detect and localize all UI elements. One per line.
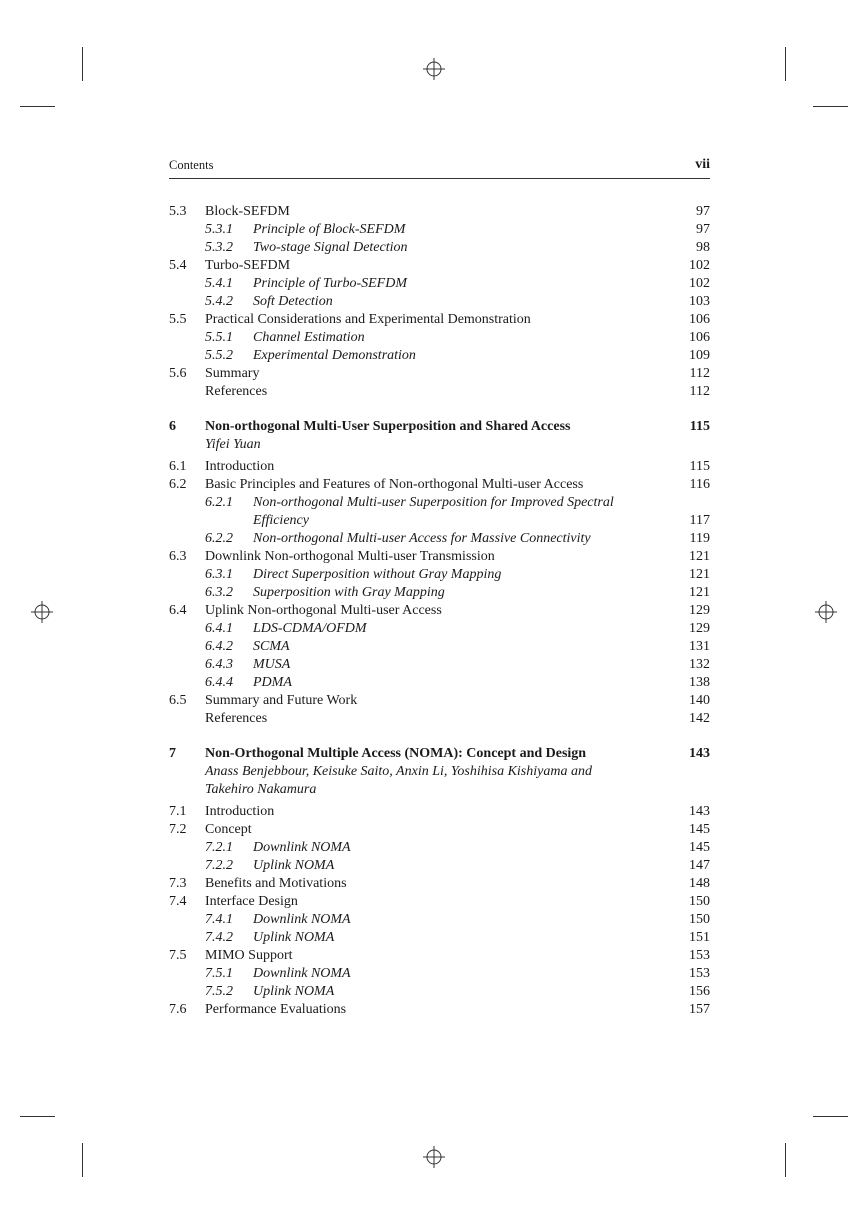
- toc-entry-title: Concept: [205, 822, 252, 837]
- toc-entry-title: Principle of Turbo-SEFDM: [253, 276, 407, 291]
- toc-entry-number: 6.4.1: [205, 621, 233, 636]
- toc-entry-page-number: 153: [689, 948, 710, 963]
- crop-mark-bottom-left-horizontal: [20, 1116, 55, 1117]
- toc-entry-number: 5.6: [169, 366, 187, 381]
- toc-entry-title: Principle of Block-SEFDM: [253, 222, 406, 237]
- toc-entry-title: References: [205, 384, 268, 399]
- toc-entry-title: References: [205, 711, 268, 726]
- toc-subsection-entry[interactable]: [169, 530, 710, 548]
- chapter-authors: Yifei Yuan: [205, 437, 261, 452]
- table-of-contents: [169, 203, 710, 1019]
- toc-subsection-entry[interactable]: [169, 221, 710, 239]
- registration-mark-icon: [815, 601, 837, 623]
- toc-subsection-entry[interactable]: [169, 857, 710, 875]
- toc-entry-title: Turbo-SEFDM: [205, 258, 291, 273]
- toc-subsection-entry[interactable]: [169, 293, 710, 311]
- toc-section-entry[interactable]: [169, 692, 710, 710]
- toc-subsection-entry[interactable]: [169, 656, 710, 674]
- toc-entry-number: 6.2: [169, 477, 187, 492]
- toc-subsection-entry[interactable]: [169, 674, 710, 692]
- toc-entry-page-number: 131: [689, 639, 710, 654]
- toc-entry-number: 7.2.1: [205, 840, 233, 855]
- toc-section-entry[interactable]: [169, 710, 710, 728]
- toc-entry-number: 6.4.3: [205, 657, 233, 672]
- toc-entry-title: Introduction: [205, 459, 275, 474]
- toc-entry-page-number: 140: [689, 693, 710, 708]
- toc-entry-number: 6.3.2: [205, 585, 233, 600]
- toc-entry-number: 6.4: [169, 603, 187, 618]
- toc-entry-title: Superposition with Gray Mapping: [253, 585, 445, 600]
- toc-section-entry[interactable]: [169, 365, 710, 383]
- toc-entry-number: 5.4: [169, 258, 187, 273]
- toc-subsection-entry[interactable]: [169, 983, 710, 1001]
- toc-subsection-entry[interactable]: [169, 965, 710, 983]
- toc-entry-number: 7.2: [169, 822, 187, 837]
- toc-entry-number: 5.3.1: [205, 222, 233, 237]
- toc-entry-number: 7.4.2: [205, 930, 233, 945]
- toc-entry-page-number: 129: [689, 621, 710, 636]
- crop-mark-top-left-horizontal: [20, 106, 55, 107]
- toc-entry-page-number: 132: [689, 657, 710, 672]
- toc-entry-title: MIMO Support: [205, 948, 293, 963]
- toc-section-entry[interactable]: [169, 311, 710, 329]
- toc-section-entry[interactable]: [169, 203, 710, 221]
- crop-mark-top-right-horizontal: [813, 106, 848, 107]
- toc-entry-page-number: 109: [689, 348, 710, 363]
- toc-entry-title: Uplink NOMA: [253, 858, 335, 873]
- toc-entry-page-number: 148: [689, 876, 710, 891]
- toc-entry-page-number: 150: [689, 912, 710, 927]
- toc-entry-number: 7.2.2: [205, 858, 233, 873]
- toc-subsection-entry[interactable]: [169, 239, 710, 257]
- toc-entry-title: Benefits and Motivations: [205, 876, 347, 891]
- crop-mark-top-right-vertical: [785, 47, 786, 81]
- toc-entry-title: Uplink Non-orthogonal Multi-user Access: [205, 603, 442, 618]
- toc-entry-number: 5.5: [169, 312, 187, 327]
- toc-entry-title: Uplink NOMA: [253, 930, 335, 945]
- toc-entry-page-number: 112: [689, 384, 710, 399]
- toc-chapter-entry[interactable]: [169, 418, 710, 436]
- toc-entry-page-number: 121: [689, 549, 710, 564]
- toc-entry-page-number: 97: [696, 204, 710, 219]
- toc-entry-number: 5.3.2: [205, 240, 233, 255]
- toc-entry-number: 5.4.1: [205, 276, 233, 291]
- toc-entry-page-number: 138: [689, 675, 710, 690]
- toc-entry-number: 6.3: [169, 549, 187, 564]
- toc-section-entry[interactable]: [169, 947, 710, 965]
- toc-entry-number: 7.4: [169, 894, 187, 909]
- toc-subsection-entry[interactable]: [169, 329, 710, 347]
- chapter-spacer: [169, 401, 710, 418]
- toc-entry-number: 7.5: [169, 948, 187, 963]
- toc-entry-number: 6.5: [169, 693, 187, 708]
- toc-section-entry[interactable]: [169, 458, 710, 476]
- crop-mark-top-left-vertical: [82, 47, 83, 81]
- toc-entry-number: 6.2.1: [205, 495, 233, 510]
- toc-entry-page-number: 102: [689, 258, 710, 273]
- toc-subsection-entry[interactable]: [169, 584, 710, 602]
- toc-entry-number: 7.1: [169, 804, 187, 819]
- toc-entry-page-number: 97: [696, 222, 710, 237]
- toc-entry-page-number: 143: [689, 746, 710, 761]
- toc-entry-page-number: 129: [689, 603, 710, 618]
- toc-entry-title: Soft Detection: [253, 294, 333, 309]
- toc-section-entry[interactable]: [169, 821, 710, 839]
- toc-section-entry[interactable]: [169, 257, 710, 275]
- toc-entry-title: Direct Superposition without Gray Mapping: [253, 567, 502, 582]
- toc-entry-title: Downlink NOMA: [253, 966, 351, 981]
- toc-entry-number: 6.1: [169, 459, 187, 474]
- toc-subsection-entry[interactable]: [169, 620, 710, 638]
- toc-entry-page-number: 145: [689, 822, 710, 837]
- toc-entry-page-number: 121: [689, 567, 710, 582]
- toc-entry-page-number: 150: [689, 894, 710, 909]
- toc-entry-page-number: 157: [689, 1002, 710, 1017]
- header-page-number: vii: [695, 157, 710, 172]
- toc-entry-title: MUSA: [253, 657, 291, 672]
- toc-entry-page-number: 151: [689, 930, 710, 945]
- toc-section-entry[interactable]: [169, 803, 710, 821]
- toc-entry-title: Introduction: [205, 804, 275, 819]
- toc-section-entry[interactable]: [169, 875, 710, 893]
- toc-entry-page-number: 102: [689, 276, 710, 291]
- toc-subsection-entry[interactable]: [169, 566, 710, 584]
- toc-entry-title: Summary and Future Work: [205, 693, 358, 708]
- toc-subsection-entry[interactable]: [169, 494, 710, 530]
- toc-entry-page-number: 119: [689, 531, 710, 546]
- toc-entry-page-number: 153: [689, 966, 710, 981]
- toc-entry-page-number: 106: [689, 330, 710, 345]
- toc-entry-page-number: 121: [689, 585, 710, 600]
- toc-entry-title: Block-SEFDM: [205, 204, 290, 219]
- toc-entry-number: 7.4.1: [205, 912, 233, 927]
- toc-entry-page-number: 115: [689, 459, 710, 474]
- toc-entry-title: Performance Evaluations: [205, 1002, 347, 1017]
- toc-entry-title: Non-Orthogonal Multiple Access (NOMA): Concept and Design: [205, 746, 587, 761]
- running-header: [169, 158, 710, 179]
- toc-subsection-entry[interactable]: [169, 929, 710, 947]
- toc-entry-page-number: 115: [689, 419, 710, 434]
- toc-entry-title: LDS-CDMA/OFDM: [253, 621, 367, 636]
- toc-entry-page-number: 117: [689, 513, 710, 528]
- toc-entry-title: Channel Estimation: [253, 330, 365, 345]
- toc-section-entry[interactable]: [169, 893, 710, 911]
- toc-section-entry[interactable]: [169, 1001, 710, 1019]
- toc-entry-page-number: 98: [696, 240, 710, 255]
- registration-mark-icon: [423, 1146, 445, 1168]
- toc-entry-number: 5.3: [169, 204, 187, 219]
- toc-entry-page-number: 116: [689, 477, 710, 492]
- toc-entry-number: 5.5.1: [205, 330, 233, 345]
- toc-entry-number: 6.3.1: [205, 567, 233, 582]
- toc-entry-title: Downlink Non-orthogonal Multi-user Transmission: [205, 549, 495, 564]
- toc-entry-page-number: 147: [689, 858, 710, 873]
- toc-entry-title: PDMA: [253, 675, 292, 690]
- toc-entry-number: 5.4.2: [205, 294, 233, 309]
- toc-entry-title: Interface Design: [205, 894, 298, 909]
- toc-entry-title: Basic Principles and Features of Non-orthogonal Multi-user Access: [205, 477, 584, 492]
- toc-entry-number: 5.5.2: [205, 348, 233, 363]
- chapter-authors: Anass Benjebbour, Keisuke Saito, Anxin Li, Yoshihisa Kishiyama and Takehiro Nakamura: [205, 764, 592, 797]
- toc-entry-page-number: 103: [689, 294, 710, 309]
- toc-section-entry[interactable]: [169, 383, 710, 401]
- toc-entry-number: 6.2.2: [205, 531, 233, 546]
- toc-entry-title: Two-stage Signal Detection: [253, 240, 408, 255]
- toc-entry-page-number: 156: [689, 984, 710, 999]
- toc-entry-page-number: 142: [689, 711, 710, 726]
- toc-subsection-entry[interactable]: [169, 347, 710, 365]
- toc-entry-number: 7: [169, 746, 176, 761]
- toc-entry-title: Downlink NOMA: [253, 840, 351, 855]
- toc-entry-page-number: 143: [689, 804, 710, 819]
- toc-entry-title: Uplink NOMA: [253, 984, 335, 999]
- toc-entry-title: Downlink NOMA: [253, 912, 351, 927]
- toc-entry-title: Summary: [205, 366, 260, 381]
- header-title: Contents: [169, 158, 214, 172]
- toc-entry-title: Practical Considerations and Experimental Demonstration: [205, 312, 531, 327]
- toc-subsection-entry[interactable]: [169, 275, 710, 293]
- registration-mark-icon: [423, 58, 445, 80]
- crop-mark-bottom-right-vertical: [785, 1143, 786, 1177]
- toc-entry-page-number: 106: [689, 312, 710, 327]
- toc-entry-number: 6.4.2: [205, 639, 233, 654]
- toc-section-entry[interactable]: [169, 602, 710, 620]
- toc-entry-title: Non-orthogonal Multi-user Access for Massive Connectivity: [253, 531, 591, 546]
- toc-entry-title: SCMA: [253, 639, 290, 654]
- toc-chapter-entry[interactable]: [169, 745, 710, 763]
- toc-entry-page-number: 145: [689, 840, 710, 855]
- crop-mark-bottom-right-horizontal: [813, 1116, 848, 1117]
- toc-entry-number: 6.4.4: [205, 675, 233, 690]
- toc-entry-page-number: 112: [689, 366, 710, 381]
- toc-entry-number: 7.3: [169, 876, 187, 891]
- toc-section-entry[interactable]: [169, 476, 710, 494]
- toc-entry-number: 7.6: [169, 1002, 187, 1017]
- chapter-spacer: [169, 728, 710, 745]
- toc-entry-title: Experimental Demonstration: [253, 348, 416, 363]
- toc-subsection-entry[interactable]: [169, 839, 710, 857]
- crop-mark-bottom-left-vertical: [82, 1143, 83, 1177]
- registration-mark-icon: [31, 601, 53, 623]
- toc-entry-title: Non-orthogonal Multi-User Superposition and Shared Access: [205, 419, 571, 434]
- toc-subsection-entry[interactable]: [169, 911, 710, 929]
- toc-entry-number: 6: [169, 419, 176, 434]
- toc-subsection-entry[interactable]: [169, 638, 710, 656]
- toc-entry-number: 7.5.2: [205, 984, 233, 999]
- toc-section-entry[interactable]: [169, 548, 710, 566]
- toc-entry-number: 7.5.1: [205, 966, 233, 981]
- toc-entry-title: Non-orthogonal Multi-user Superposition for Improved Spectral Efficiency: [253, 495, 614, 528]
